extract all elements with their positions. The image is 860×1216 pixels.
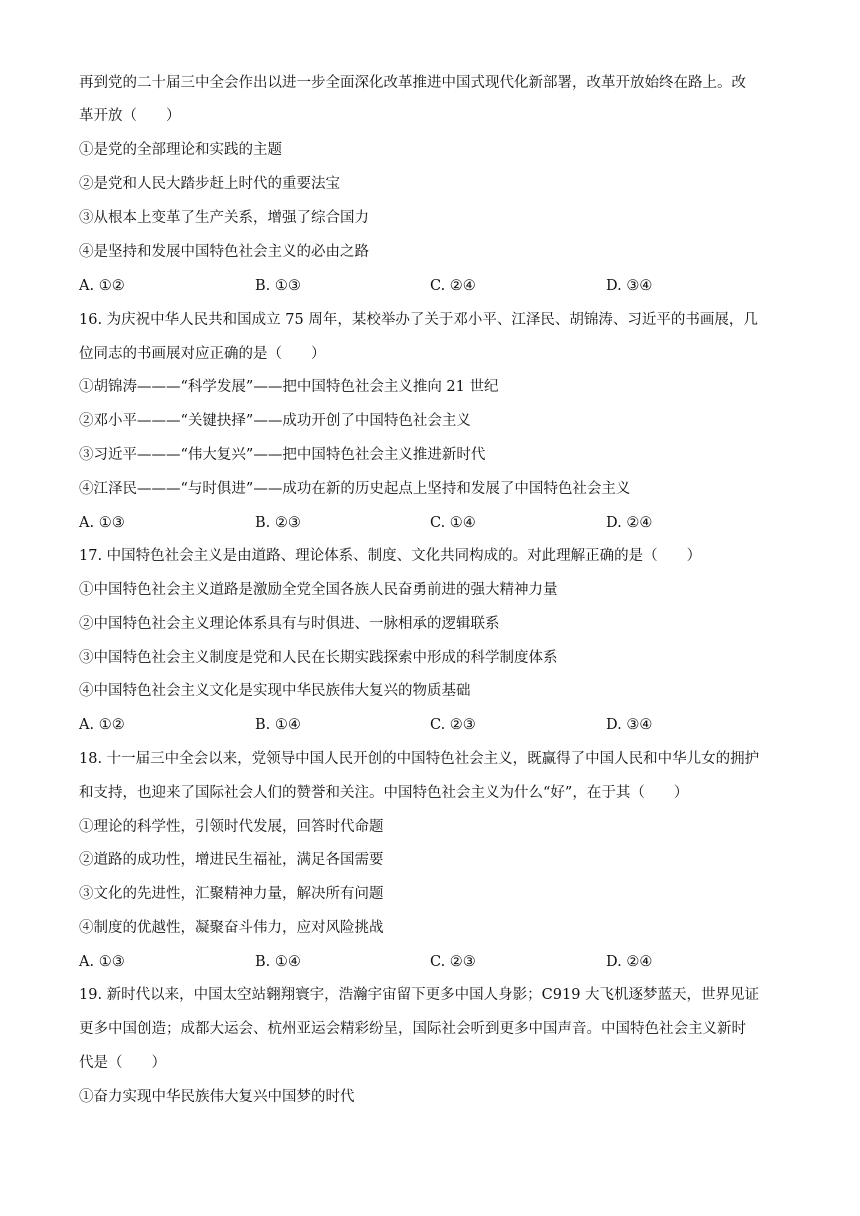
q19-statement-1: ①奋力实现中华民族伟大复兴中国梦的时代 [79, 1089, 355, 1105]
q16-option-a[interactable]: A. ①③ [79, 515, 125, 531]
q18-option-a[interactable]: A. ①③ [79, 954, 125, 970]
q16-option-c[interactable]: C. ①④ [430, 515, 476, 531]
q15-option-b[interactable]: B. ①③ [255, 278, 301, 294]
q15-statement-3: ③从根本上变革了生产关系，增强了综合国力 [79, 210, 369, 226]
q18-stem-line-2: 和支持，也迎来了国际社会人们的赞誉和关注。中国特色社会主义为什么“好”，在于其（ ） [79, 785, 689, 801]
q17-statement-1: ①中国特色社会主义道路是激励全党全国各族人民奋勇前进的强大精神力量 [79, 582, 558, 598]
q18-option-c[interactable]: C. ②③ [430, 954, 476, 970]
q17-stem-line-1: 17. 中国特色社会主义是由道路、理论体系、制度、文化共同构成的。对此理解正确的是（ ） [79, 548, 702, 564]
q16-option-b[interactable]: B. ②③ [255, 515, 301, 531]
q15-statement-1: ①是党的全部理论和实践的主题 [79, 142, 282, 158]
q18-option-b[interactable]: B. ①④ [255, 954, 301, 970]
q16-options [79, 513, 779, 533]
q18-statement-2: ②道路的成功性，增进民生福祉，满足各国需要 [79, 852, 384, 868]
q17-statement-4: ④中国特色社会主义文化是实现中华民族伟大复兴的物质基础 [79, 683, 471, 699]
q15-stem-line-1: 再到党的二十届三中全会作出以进一步全面深化改革推进中国式现代化新部署，改革开放始终在路上。改 [79, 75, 746, 91]
q18-statement-1: ①理论的科学性，引领时代发展，回答时代命题 [79, 819, 384, 835]
q15-statement-2: ②是党和人民大踏步赶上时代的重要法宝 [79, 176, 340, 192]
q16-statement-2: ②邓小平———“关键抉择”——成功开创了中国特色社会主义 [79, 413, 471, 429]
q16-option-d[interactable]: D. ②④ [606, 515, 653, 531]
q19-stem-line-3: 代是（ ） [79, 1055, 166, 1071]
q16-statement-1: ①胡锦涛———“科学发展”——把中国特色社会主义推向 21 世纪 [79, 379, 499, 395]
q17-option-c[interactable]: C. ②③ [430, 717, 476, 733]
q15-option-a[interactable]: A. ①② [79, 278, 125, 294]
q15-statement-4: ④是坚持和发展中国特色社会主义的必由之路 [79, 244, 369, 260]
q17-statement-3: ③中国特色社会主义制度是党和人民在长期实践探索中形成的科学制度体系 [79, 650, 558, 666]
q15-option-d[interactable]: D. ③④ [606, 278, 653, 294]
q18-option-d[interactable]: D. ②④ [606, 954, 653, 970]
q17-option-a[interactable]: A. ①② [79, 717, 125, 733]
q17-statement-2: ②中国特色社会主义理论体系具有与时俱进、一脉相承的逻辑联系 [79, 616, 500, 632]
q15-option-c[interactable]: C. ②④ [430, 278, 476, 294]
q19-stem-line-2: 更多中国创造；成都大运会、杭州亚运会精彩纷呈，国际社会听到更多中国声音。中国特色社会主义新时 [79, 1021, 746, 1037]
q17-option-d[interactable]: D. ③④ [606, 717, 653, 733]
q15-stem-line-2: 革开放（ ） [79, 108, 181, 124]
q18-stem-line-1: 18. 十一届三中全会以来，党领导中国人民开创的中国特色社会主义，既赢得了中国人民和中华儿女的拥护 [79, 751, 760, 767]
q17-option-b[interactable]: B. ①④ [255, 717, 301, 733]
q15-options [79, 276, 779, 296]
q19-stem-line-1: 19. 新时代以来，中国太空站翱翔寰宇，浩瀚宇宙留下更多中国人身影；C919 大飞机逐梦蓝天，世界见证 [79, 987, 760, 1003]
q16-statement-4: ④江泽民———“与时俱进”——成功在新的历史起点上坚持和发展了中国特色社会主义 [79, 481, 631, 497]
q16-stem-line-2: 位同志的书画展对应正确的是（ ） [79, 346, 326, 362]
q18-options [79, 952, 779, 972]
q16-statement-3: ③习近平———“伟大复兴”——把中国特色社会主义推进新时代 [79, 447, 486, 463]
q16-stem-line-1: 16. 为庆祝中华人民共和国成立 75 周年，某校举办了关于邓小平、江泽民、胡锦涛、习近平的书画展，几 [79, 312, 758, 328]
q18-statement-3: ③文化的先进性，汇聚精神力量，解决所有问题 [79, 886, 384, 902]
q17-options [79, 715, 779, 735]
q18-statement-4: ④制度的优越性，凝聚奋斗伟力，应对风险挑战 [79, 920, 384, 936]
